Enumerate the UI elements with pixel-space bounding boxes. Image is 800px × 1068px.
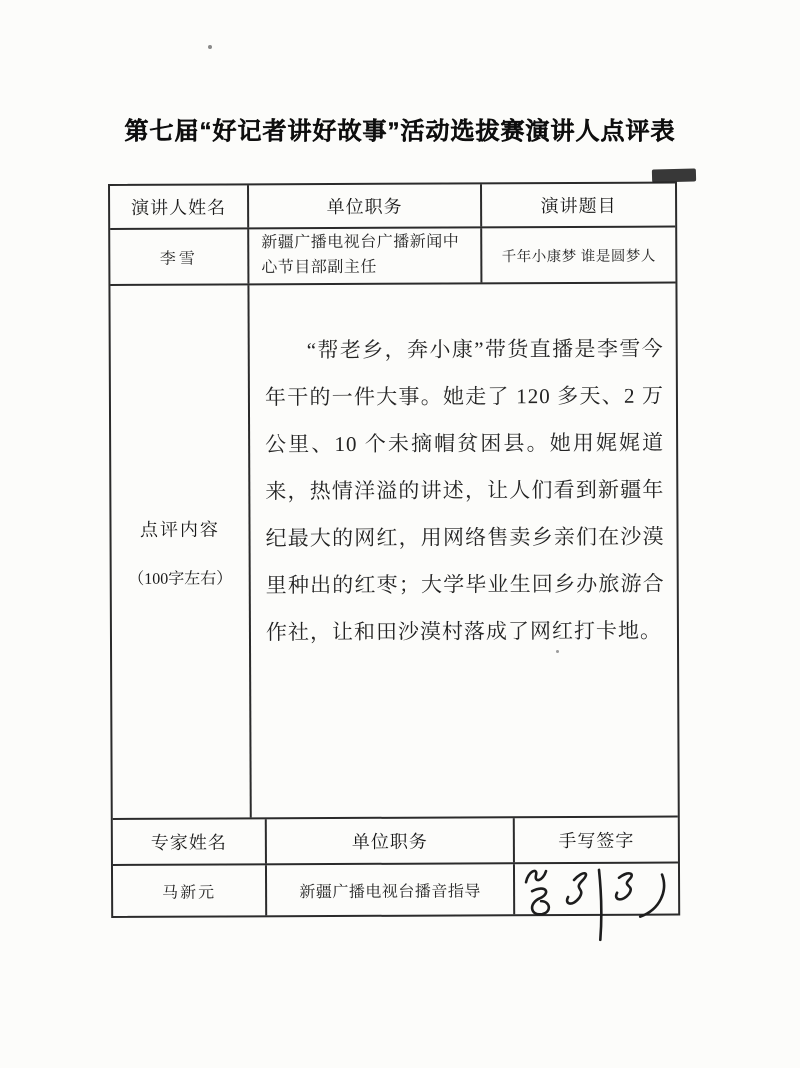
comment-body [249,284,677,818]
handwritten-signature-icon [519,858,679,945]
comment-label-line2: （100字左右） [128,569,233,588]
speaker-unit-value: 新疆广播电视台广播新闻中心节目部副主任 [249,228,482,283]
comment-label [110,285,251,818]
header-unit-position: 单位职务 [249,184,482,227]
signature-cell [515,864,678,915]
expert-unit-value: 新疆广播电视台播音指导 [267,864,515,915]
speech-topic-value: 千年小康梦 谁是圆梦人 [501,248,656,265]
expert-info-row [113,864,678,916]
header-signature: 手写签字 [558,830,635,852]
comment-text: “帮老乡，奔小康”带货直播是李雪今年干的一件大事。她走了 120 多天、2 万公里、10 个未摘帽贫困县。她用娓娓道来，热情洋溢的讲述，让人们看到新疆年纪最大的网红，用网络售卖乡亲们在沙漠里种出的红枣；大学毕业生回乡办旅游合作社，让和田沙漠村落成了网红打卡地。 [264,336,665,645]
page-title: 第七届“好记者讲好故事”活动选拔赛演讲人点评表 [124,118,676,145]
evaluation-table [108,182,680,918]
comment-label-line1: 点评内容 [139,519,221,540]
header-expert-unit: 单位职务 [267,818,515,863]
header-topic: 演讲题目 [540,195,617,217]
scan-speck [556,650,559,653]
speaker-name-value: 李雪 [110,229,249,284]
speaker-info-row [110,228,675,286]
comment-row [110,284,677,820]
table-header-row [110,184,675,230]
expert-name-value: 马新元 [113,865,267,916]
header-speaker-name: 演讲人姓名 [110,185,249,228]
scan-speck [208,45,212,49]
header-expert-name: 专家姓名 [113,819,267,864]
scan-ink-smudge [652,168,696,182]
